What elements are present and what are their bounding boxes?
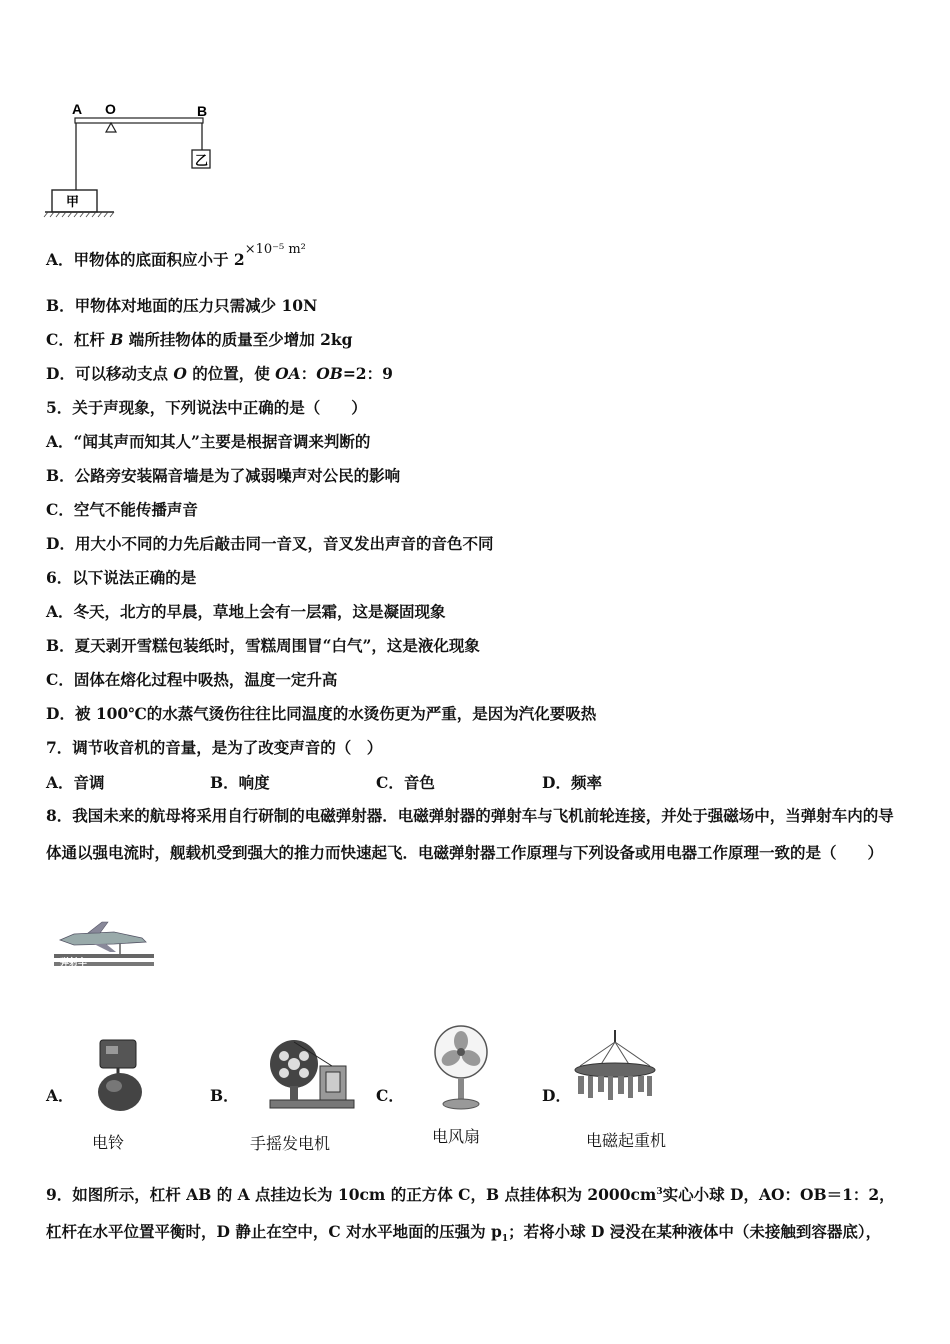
- q7-option-c: C．音色: [376, 773, 435, 792]
- q7-option-d: D．频率: [542, 773, 602, 792]
- label-b: B: [197, 103, 208, 119]
- cubic-superscript: 3: [656, 1187, 663, 1197]
- q9-stem-text: 9．如图所示，杠杆 AB 的 A 点挂边长为 10cm 的正方体 C，B 点挂体积为 2000cm: [46, 1185, 657, 1205]
- q4-option-d-text: ：: [300, 364, 317, 383]
- q8-option-d[interactable]: D．: [542, 1086, 571, 1105]
- p1-subscript: 1: [501, 1234, 509, 1245]
- q7-option-a: A．音调: [46, 773, 105, 792]
- q4-option-d-text: D．可以移动支点: [46, 364, 174, 383]
- area-formula: ×10⁻⁵ m²: [244, 242, 306, 257]
- label-a: A: [72, 101, 83, 117]
- var-oa: OA: [275, 364, 301, 383]
- caption-hand-generator: 手摇发电机: [250, 1134, 331, 1153]
- q6-stem: 6．以下说法正确的是: [46, 568, 197, 587]
- q8-option-c[interactable]: C．: [376, 1086, 404, 1105]
- q4-option-d-text: 的位置，使: [186, 364, 276, 383]
- caption-electromagnetic-crane: 电磁起重机: [586, 1131, 667, 1150]
- var-o: O: [173, 364, 187, 383]
- q5-option-a: A．“闻其声而知其人”主要是根据音调来判断的: [46, 432, 371, 451]
- q9-stem-text: 实心小球 D，AO：OB＝1：2，杠杆在水平位置平衡时，D 静止在空中，C 对水平地面的压强为 p: [46, 1185, 895, 1242]
- q6-option-b: B．夏天剥开雪糕包装纸时，雪糕周围冒“白气”，这是液化现象: [46, 636, 480, 655]
- q5-option-d: D．用大小不同的力先后敲击同一音叉，音叉发出声音的音色不同: [46, 534, 494, 553]
- box-yi-label: 乙: [195, 154, 209, 169]
- q6-option-a: A．冬天，北方的早晨，草地上会有一层霜，这是凝固现象: [46, 602, 446, 621]
- label-o: O: [105, 101, 116, 117]
- var-b: B: [110, 330, 124, 349]
- q4-option-c-text: C．杠杆: [46, 330, 111, 349]
- q7-option-b: B．响度: [210, 773, 270, 792]
- q4-option-a: [46, 242, 306, 270]
- q9-stem: [46, 1174, 906, 1258]
- q4-option-b: B．甲物体对地面的压力只需减少 10N: [46, 296, 318, 315]
- caption-electric-fan: 电风扇: [432, 1127, 481, 1146]
- q7-stem: 7．调节收音机的音量，是为了改变声音的（ ）: [46, 738, 383, 757]
- q4-option-c-text: 端所挂物体的质量至少增加 2kg: [123, 330, 353, 349]
- hand-generator-image: [266, 1036, 356, 1114]
- q5-stem: 5．关于声现象，下列说法中正确的是（ ）: [46, 398, 367, 417]
- q8-option-b[interactable]: B．: [210, 1086, 239, 1105]
- catapult-image: [54, 918, 154, 974]
- lever-diagram: [42, 98, 222, 223]
- box-jia-label: 甲: [66, 195, 80, 210]
- q5-option-c: C．空气不能传播声音: [46, 500, 198, 519]
- var-ob: OB: [316, 364, 343, 383]
- q8-option-a[interactable]: A．: [46, 1086, 74, 1105]
- caption-electric-bell: 电铃: [92, 1133, 125, 1152]
- q4-option-d-text: =2：9: [342, 364, 393, 383]
- q4-option-d: [46, 362, 393, 384]
- q4-option-c: [46, 328, 353, 350]
- electric-fan-image: [430, 1024, 492, 1112]
- q5-option-b: B．公路旁安装隔音墙是为了减弱噪声对公民的影响: [46, 466, 401, 485]
- q6-option-d: D．被 100℃的水蒸气烫伤往往比同温度的水烫伤更为严重，是因为汽化要吸热: [46, 704, 597, 723]
- electromagnetic-crane-image: [570, 1030, 660, 1106]
- q4-option-a-text: A．甲物体的底面积应小于 2: [46, 250, 245, 269]
- q6-option-c: C．固体在熔化过程中吸热，温度一定升高: [46, 670, 338, 689]
- q8-stem: 8．我国未来的航母将采用自行研制的电磁弹射器．电磁弹射器的弹射车与飞机前轮连接，并处于强磁场中，当弹射车内的导体通以强电流时，舰载机受到强大的推力而快速起飞．电磁弹射器工作原理与下列设备或用电器工作原理一致的是（ ）: [46, 806, 894, 862]
- catapult-label: 弹射车: [60, 958, 88, 968]
- electric-bell-image: [94, 1036, 146, 1114]
- q9-stem-text: ；若将小球 D 浸没在某种液体中（未接触到容器底），: [508, 1222, 882, 1242]
